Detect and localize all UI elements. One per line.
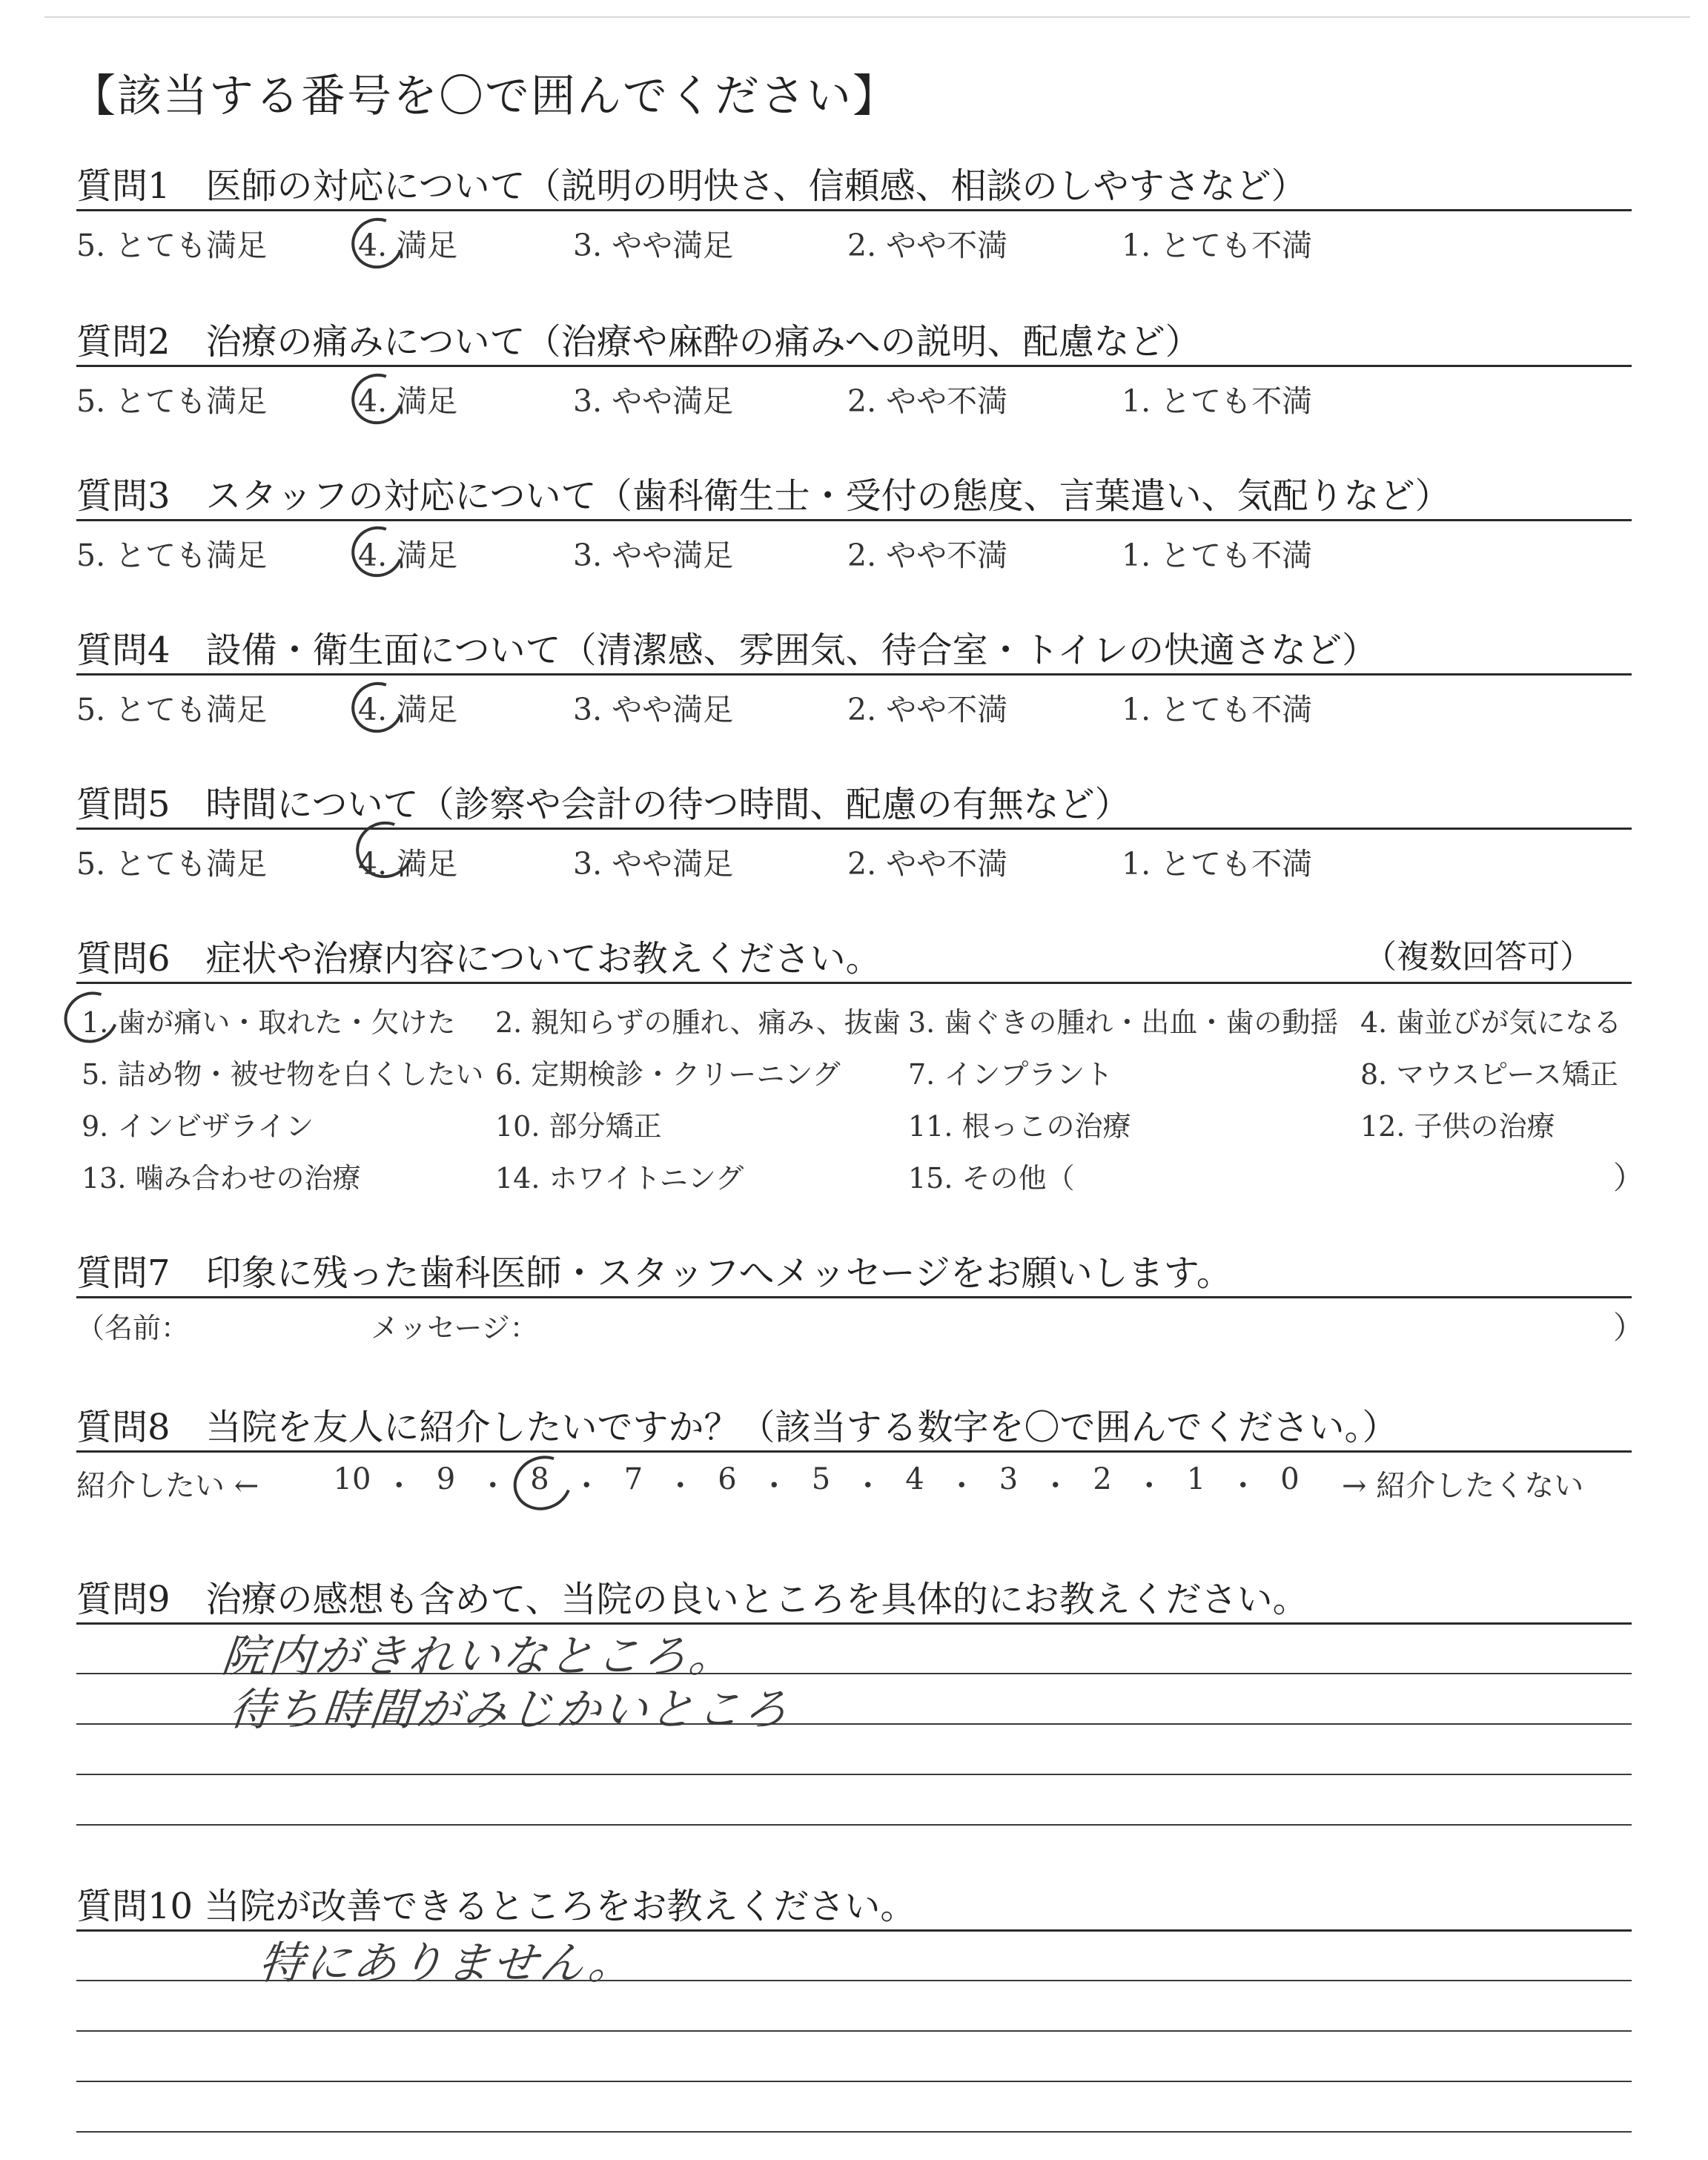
q3-option-2[interactable]: 2. やや不満 <box>847 538 1008 573</box>
q4-option-1[interactable]: 1. とても不満 <box>1122 692 1313 727</box>
q8-scale-separator: ・ <box>384 1469 414 1503</box>
q8-scale-separator: ・ <box>572 1469 602 1503</box>
q2-option-5[interactable]: 5. とても満足 <box>76 383 268 419</box>
q5-option-2[interactable]: 2. やや不満 <box>847 846 1008 882</box>
instruction-title: 【該当する番号を〇で囲んでください】 <box>71 70 898 122</box>
q9-answer-line-2: 待ち時間がみじかいところ <box>226 1684 793 1736</box>
q6-item-4[interactable]: 4. 歯並びが気になる <box>1360 1006 1622 1039</box>
q6-selection-circle <box>56 983 127 1052</box>
q8-scale-9[interactable]: 9 <box>436 1462 456 1496</box>
q5-option-4[interactable]: 4. 満足 <box>358 846 458 882</box>
q8-title: 質問8 当院を友人に紹介したいですか？（該当する数字を〇で囲んでください。） <box>76 1407 1398 1448</box>
q6-item-11[interactable]: 11. 根っこの治療 <box>908 1110 1131 1143</box>
q7-message-label: メッセージ： <box>371 1312 538 1344</box>
q3-option-3[interactable]: 3. やや満足 <box>573 538 734 573</box>
q8-scale-separator: ・ <box>1228 1469 1258 1503</box>
q8-scale-separator: ・ <box>853 1469 883 1503</box>
q6-item-5[interactable]: 5. 詰め物・被せ物を白くしたい <box>82 1058 484 1091</box>
q8-scale-separator: ・ <box>665 1469 695 1503</box>
q6-other-close: ） <box>1613 1160 1645 1196</box>
q5-rule <box>76 828 1632 830</box>
q3-option-1[interactable]: 1. とても不満 <box>1122 538 1313 573</box>
q2-option-3[interactable]: 3. やや満足 <box>573 383 734 419</box>
q8-scale-5[interactable]: 5 <box>811 1462 831 1496</box>
q8-scale-8[interactable]: 8 <box>530 1462 549 1496</box>
q2-selection-circle <box>343 365 411 432</box>
q10-line-3 <box>76 2081 1632 2082</box>
q8-scale-separator: ・ <box>947 1469 977 1503</box>
q6-item-7[interactable]: 7. インプラント <box>908 1058 1113 1091</box>
q8-scale-0[interactable]: 0 <box>1280 1462 1300 1496</box>
q6-item-3[interactable]: 3. 歯ぐきの腫れ・出血・歯の動揺 <box>908 1006 1339 1039</box>
q4-option-2[interactable]: 2. やや不満 <box>847 692 1008 727</box>
q2-option-4[interactable]: 4. 満足 <box>358 383 458 419</box>
q8-scale-4[interactable]: 4 <box>905 1462 924 1496</box>
q3-option-5[interactable]: 5. とても満足 <box>76 538 268 573</box>
q5-option-1[interactable]: 1. とても不満 <box>1122 846 1313 882</box>
q9-line-4 <box>76 1824 1632 1826</box>
q1-option-2[interactable]: 2. やや不満 <box>847 228 1008 263</box>
q9-line-3 <box>76 1774 1632 1775</box>
q3-rule <box>76 519 1632 521</box>
q6-item-2[interactable]: 2. 親知らずの腫れ、痛み、抜歯 <box>495 1006 901 1039</box>
q10-title: 質問10 当院が改善できるところをお教えください。 <box>76 1886 916 1927</box>
q8-left-label: 紹介したい ← <box>76 1469 259 1503</box>
q4-rule <box>76 673 1632 676</box>
q8-scale-10[interactable]: 10 <box>333 1462 371 1496</box>
top-border <box>44 16 1690 18</box>
q8-scale-2[interactable]: 2 <box>1093 1462 1112 1496</box>
q1-option-3[interactable]: 3. やや満足 <box>573 228 734 263</box>
q1-title: 質問1 医師の対応について（説明の明快さ、信頼感、相談のしやすさなど） <box>76 165 1307 207</box>
q6-item-1[interactable]: 1. 歯が痛い・取れた・欠けた <box>82 1006 456 1039</box>
q4-option-3[interactable]: 3. やや満足 <box>573 692 734 727</box>
q6-item-8[interactable]: 8. マウスピース矯正 <box>1360 1058 1618 1091</box>
q8-scale-separator: ・ <box>759 1469 790 1503</box>
q7-close: ） <box>1613 1309 1645 1346</box>
q6-item-9[interactable]: 9. インビザライン <box>82 1110 314 1143</box>
q6-item-13[interactable]: 13. 噛み合わせの治療 <box>82 1162 361 1195</box>
q1-option-5[interactable]: 5. とても満足 <box>76 228 268 263</box>
q9-answer-line-1: 院内がきれいなところ。 <box>219 1631 739 1682</box>
q6-item-15[interactable]: 15. その他（ <box>908 1162 1075 1195</box>
q8-scale-6[interactable]: 6 <box>718 1462 737 1496</box>
q2-option-2[interactable]: 2. やや不満 <box>847 383 1008 419</box>
q4-option-5[interactable]: 5. とても満足 <box>76 692 268 727</box>
q6-item-6[interactable]: 6. 定期検診・クリーニング <box>495 1058 841 1091</box>
q3-selection-circle <box>343 518 411 585</box>
q6-note: （複数回答可） <box>1364 938 1592 976</box>
q7-rule <box>76 1296 1632 1298</box>
q6-item-14[interactable]: 14. ホワイトニング <box>495 1162 744 1195</box>
q10-line-4 <box>76 2131 1632 2133</box>
q3-title: 質問3 スタッフの対応について（歯科衛生士・受付の態度、言葉遣い、気配りなど） <box>76 475 1451 517</box>
q6-item-12[interactable]: 12. 子供の治療 <box>1360 1110 1555 1143</box>
q1-selection-circle <box>343 209 411 277</box>
q4-option-4[interactable]: 4. 満足 <box>358 692 458 727</box>
q1-rule <box>76 209 1632 211</box>
q8-selection-circle <box>505 1446 581 1519</box>
q8-scale-3[interactable]: 3 <box>999 1462 1019 1496</box>
q7-title: 質問7 印象に残った歯科医師・スタッフへメッセージをお願いします。 <box>76 1252 1232 1294</box>
q5-option-3[interactable]: 3. やや満足 <box>573 846 734 882</box>
q1-option-1[interactable]: 1. とても不満 <box>1122 228 1313 263</box>
q10-answer-line-1: 特にありません。 <box>256 1938 638 1989</box>
q6-rule <box>76 982 1632 984</box>
q2-rule <box>76 365 1632 367</box>
q5-title: 質問5 時間について（診察や会計の待つ時間、配慮の有無など） <box>76 784 1131 825</box>
q8-right-label: → 紹介したくない <box>1342 1469 1584 1503</box>
q6-title: 質問6 症状や治療内容についてお教えください。 <box>76 938 881 980</box>
q8-scale-separator: ・ <box>477 1469 508 1503</box>
q2-option-1[interactable]: 1. とても不満 <box>1122 383 1313 419</box>
q8-scale-1[interactable]: 1 <box>1186 1462 1206 1496</box>
q5-option-5[interactable]: 5. とても満足 <box>76 846 268 882</box>
q6-item-10[interactable]: 10. 部分矯正 <box>495 1110 662 1143</box>
q3-option-4[interactable]: 4. 満足 <box>358 538 458 573</box>
q4-selection-circle <box>343 673 411 741</box>
q9-title: 質問9 治療の感想も含めて、当院の良いところを具体的にお教えください。 <box>76 1579 1308 1620</box>
q10-line-2 <box>76 2030 1632 2032</box>
q8-scale-separator: ・ <box>1040 1469 1070 1503</box>
q8-scale-separator: ・ <box>1134 1469 1165 1503</box>
q8-rule <box>76 1450 1632 1453</box>
q8-scale-7[interactable]: 7 <box>623 1462 643 1496</box>
q7-name-label: （名前： <box>76 1312 190 1344</box>
q2-title: 質問2 治療の痛みについて（治療や麻酔の痛みへの説明、配慮など） <box>76 321 1201 363</box>
q1-option-4[interactable]: 4. 満足 <box>358 228 458 263</box>
q4-title: 質問4 設備・衛生面について（清潔感、雰囲気、待合室・トイレの快適さなど） <box>76 630 1378 671</box>
